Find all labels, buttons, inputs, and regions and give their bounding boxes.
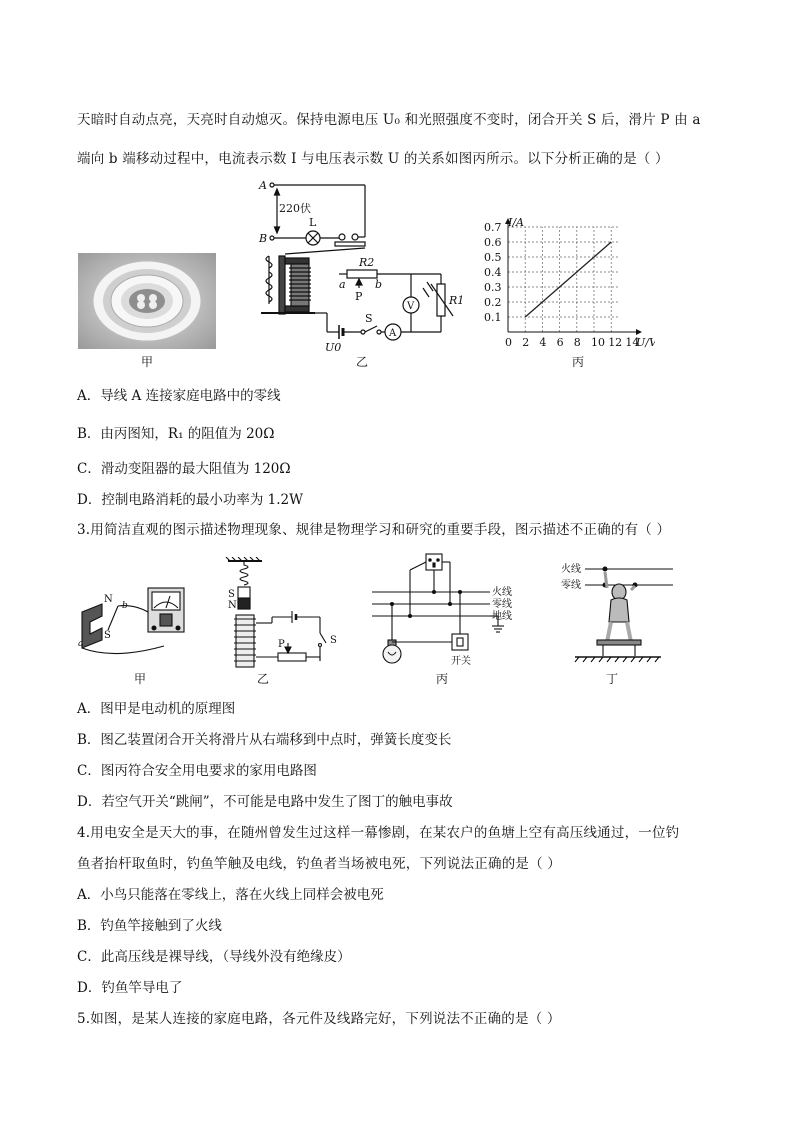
switch-yi-S-label: S	[330, 635, 337, 646]
q3-fig-ding-electric-shock	[555, 560, 680, 664]
q3-fig-yi-electromagnet	[222, 557, 352, 669]
q3-fig-jia-caption: 甲	[133, 672, 146, 686]
ground-line-label: 地线	[492, 611, 512, 622]
y-tick-label: 0.5	[484, 251, 502, 264]
q4-stem-line1: 4.用电安全是天大的事，在随州曾发生过这样一幕惨剧，在某农户的鱼塘上空有高压线通过，一位钓	[77, 825, 680, 841]
q2-option-d: D．控制电路消耗的最小功率为 1.2W	[77, 492, 303, 508]
q4-option-b: B．钓鱼竿接触到了火线	[77, 918, 222, 934]
iu-line-series	[525, 242, 611, 317]
fig-jia-caption: 甲	[140, 355, 153, 369]
fire-line-label: 火线	[492, 587, 512, 598]
x-tick-label: 6	[556, 336, 564, 349]
q2-option-b: B．由丙图知，R₁ 的阻值为 20Ω	[77, 426, 275, 442]
neutral-line-label: 零线	[492, 599, 512, 610]
slider-yi-P-label: P	[278, 639, 285, 650]
rheostat-R2-label: R2	[359, 256, 375, 269]
ding-neutral-line-label: 零线	[561, 580, 581, 591]
source-U0-label: U0	[325, 341, 342, 354]
fig-bing-caption: 丙	[571, 355, 584, 369]
end-b-label: b	[375, 278, 383, 291]
q2-option-c: C．滑动变阻器的最大阻值为 120Ω	[77, 461, 291, 477]
y-tick-label: 0.1	[484, 311, 502, 324]
q4-option-d: D．钓鱼竿导电了	[77, 980, 183, 996]
x-tick-label: 10	[591, 336, 605, 349]
q3-option-b: B．图乙装置闭合开关将滑片从右端移到中点时，弹簧长度变长	[77, 732, 452, 748]
lamp-L-label: L	[309, 216, 317, 229]
q3-fig-ding-caption: 丁	[605, 672, 618, 686]
q3-option-c: C．图丙符合安全用电要求的家用电路图	[77, 763, 317, 779]
wire-a-label: a	[78, 639, 84, 649]
ammeter-A-label: A	[389, 328, 397, 339]
voltage-label: 220伏	[279, 202, 311, 215]
magnet-N-label: N	[104, 594, 113, 605]
relay-circuit-diagram	[255, 176, 470, 356]
ding-fire-line-label: 火线	[561, 564, 581, 575]
y-axis-label: I/A	[508, 216, 524, 229]
q3-fig-yi-caption: 乙	[256, 672, 269, 686]
q3-fig-bing-caption: 丙	[435, 672, 448, 686]
fig-yi-caption: 乙	[355, 355, 368, 369]
magnet-yi-N-label: N	[228, 600, 237, 611]
q3-stem: 3.用简洁直观的图示描述物理现象、规律是物理学习和研究的重要手段，图示描述不正确的有（ ）	[77, 522, 671, 538]
lamp-photo	[78, 253, 216, 349]
q3-fig-bing-household-circuit	[372, 548, 532, 672]
q2-option-a: A．导线 A 连接家庭电路中的零线	[77, 388, 281, 404]
x-tick-label: 4	[539, 336, 547, 349]
x-tick-label: 12	[608, 336, 623, 349]
q3-option-d: D．若空气开关“跳闸”，不可能是电路中发生了图丁的触电事故	[77, 794, 453, 810]
x-tick-label: 8	[573, 336, 581, 349]
end-a-label: a	[339, 278, 346, 291]
switch-S-label: S	[365, 312, 373, 325]
y-tick-label: 0.6	[484, 236, 502, 249]
q3-fig-jia-generator	[74, 582, 194, 664]
y-tick-label: 0.3	[484, 281, 502, 294]
resistor-R1-label: R1	[449, 294, 465, 307]
x-axis-label: U/V	[636, 336, 655, 349]
y-tick-label: 0.7	[484, 221, 502, 234]
q5-stem: 5.如图，是某人连接的家庭电路，各元件及线路完好，下列说法不正确的是（ ）	[77, 1011, 561, 1027]
x-tick-label: 0	[505, 336, 512, 349]
switch-label: 开关	[451, 656, 471, 667]
q4-stem-line2: 鱼者抬杆取鱼时，钓鱼竿触及电线，钓鱼者当场被电死，下列说法正确的是（ ）	[77, 856, 561, 872]
wire-b-label: b	[122, 601, 128, 611]
q2-stem-line1: 天暗时自动点亮，天亮时自动熄灭。保持电源电压 U₀ 和光照强度不变时，闭合开关 S 后，滑片 P 由 a	[77, 112, 701, 128]
iu-graph	[480, 214, 655, 354]
terminal-B-label: B	[259, 232, 268, 245]
q4-option-a: A．小鸟只能落在零线上，落在火线上同样会被电死	[77, 887, 384, 903]
q2-stem-line2: 端向 b 端移动过程中，电流表示数 I 与电压表示数 U 的关系如图丙所示。以下分析正确的是（ ）	[77, 151, 669, 167]
q4-option-c: C．此高压线是裸导线，（导线外没有绝缘皮）	[77, 949, 351, 965]
x-tick-label: 2	[522, 336, 530, 349]
x-axis-arrow	[636, 329, 642, 335]
terminal-A-label: A	[259, 179, 267, 192]
voltmeter-V-label: V	[407, 301, 415, 312]
q3-option-a: A．图甲是电动机的原理图	[77, 701, 236, 717]
y-tick-label: 0.4	[484, 266, 502, 279]
magnet-yi-S-label: S	[228, 589, 235, 600]
magnet-S-label: S	[104, 630, 111, 641]
slider-P-label: P	[355, 290, 363, 303]
x-tick-label: 14	[625, 336, 640, 349]
y-tick-label: 0.2	[484, 296, 502, 309]
